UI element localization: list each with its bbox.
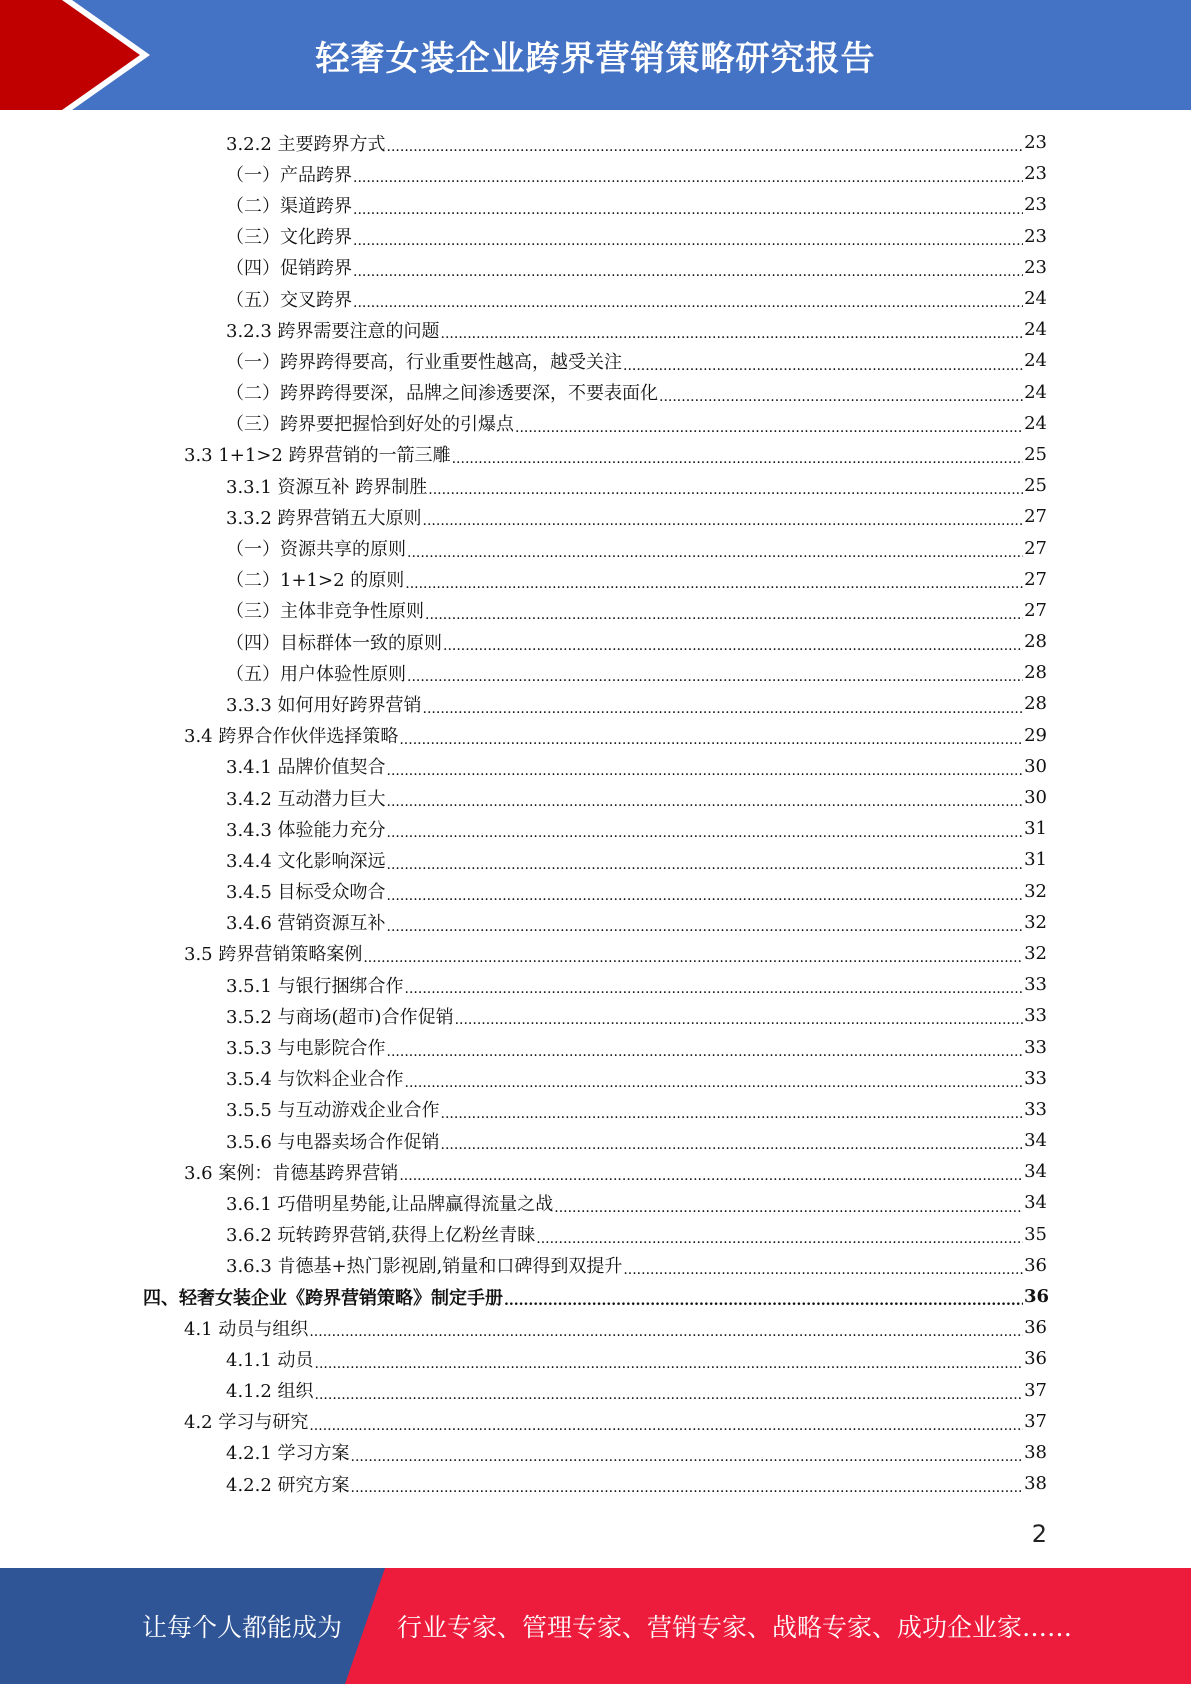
toc-dot-leader [425,604,1023,626]
toc-entry-page: 31 [1024,818,1047,840]
toc-dot-leader [387,916,1023,938]
toc-entry[interactable] [0,1375,1191,1406]
toc-entry-page: 24 [1024,350,1047,372]
toc-entry-page: 29 [1024,724,1047,746]
toc-dot-leader [353,199,1023,221]
toc-dot-leader [407,666,1023,688]
toc-entry-page: 32 [1024,942,1047,964]
toc-dot-leader [441,323,1023,345]
toc-entry[interactable] [0,1437,1191,1468]
toc-dot-leader [455,1009,1023,1031]
toc-entry-label: （一）产品跨界 [226,164,352,186]
toc-entry[interactable] [0,189,1191,220]
toc-entry-label: 4.1 动员与组织 [184,1318,309,1340]
toc-entry[interactable] [0,1281,1191,1312]
page-number: 2 [1031,1520,1047,1548]
toc-entry-page: 23 [1024,194,1047,216]
toc-entry-label: （五）交叉跨界 [226,289,352,311]
toc-dot-leader [353,167,1023,189]
toc-entry-label: （一）资源共享的原则 [226,539,406,561]
toc-entry-page: 35 [1024,1223,1047,1245]
toc-entry-page: 36 [1024,1348,1047,1370]
toc-dot-leader [351,1446,1023,1468]
toc-dot-leader [423,510,1023,532]
toc-entry-label: 4.2.2 研究方案 [226,1474,350,1496]
toc-entry-page: 25 [1024,443,1047,465]
footer-slogan-right: 行业专家、管理专家、营销专家、战略专家、成功企业家…… [397,1613,1073,1642]
toc-dot-leader [515,417,1023,439]
toc-entry[interactable] [0,439,1191,470]
toc-entry-label: 3.5.6 与电器卖场合作促销 [226,1131,440,1153]
toc-entry-label: 3.5.4 与饮料企业合作 [226,1069,404,1091]
toc-entry-page: 34 [1024,1130,1047,1152]
toc-entry-page: 24 [1024,288,1047,310]
toc-entry-label: 3.4.5 目标受众吻合 [226,882,386,904]
toc-entry-page: 33 [1024,1005,1047,1027]
toc-dot-leader [309,1321,1023,1343]
footer-slogan-left: 让每个人都能成为 [142,1613,343,1642]
toc-entry-label: 3.5.2 与商场(超市)合作促销 [226,1006,454,1028]
toc-entry[interactable] [0,470,1191,501]
toc-entry-label: 3.5 跨界营销策略案例 [184,944,363,966]
toc-entry[interactable] [0,1094,1191,1125]
header-chevron-decoration [0,0,150,110]
toc-dot-leader [443,635,1023,657]
toc-dot-leader [387,791,1023,813]
toc-entry[interactable] [0,158,1191,189]
toc-entry-label: 3.3.2 跨界营销五大原则 [226,507,422,529]
toc-entry[interactable] [0,1031,1191,1062]
toc-entry-page: 24 [1024,412,1047,434]
toc-dot-leader [623,1259,1023,1281]
toc-dot-leader [623,355,1023,377]
toc-entry-page: 37 [1024,1410,1047,1432]
toc-entry-page: 33 [1024,1067,1047,1089]
toc-entry[interactable] [0,720,1191,751]
document-title: 轻奢女装企业跨界营销策略研究报告 [315,38,876,79]
toc-entry-page: 36 [1024,1286,1050,1308]
toc-entry[interactable] [0,1468,1191,1499]
toc-entry-label: 4.2 学习与研究 [184,1412,309,1434]
toc-entry-page: 32 [1024,911,1047,933]
toc-entry[interactable] [0,377,1191,408]
toc-entry-label: 4.1.1 动员 [226,1349,314,1371]
toc-entry-page: 27 [1024,506,1047,528]
toc-entry[interactable] [0,1187,1191,1218]
toc-entry-label: 3.4.6 营销资源互补 [226,913,386,935]
toc-dot-leader [387,760,1023,782]
toc-dot-leader [351,1477,1023,1499]
toc-entry-page: 33 [1024,974,1047,996]
toc-entry-page: 36 [1024,1317,1047,1339]
toc-entry-page: 30 [1024,787,1047,809]
toc-entry[interactable] [0,1156,1191,1187]
toc-entry-label: 3.4.4 文化影响深远 [226,850,386,872]
toc-entry[interactable] [0,1406,1191,1437]
toc-dot-leader [405,573,1023,595]
toc-entry-label: （三）主体非竞争性原则 [226,601,424,623]
page-header [0,0,1191,110]
toc-dot-leader [315,1353,1023,1375]
toc-dot-leader [353,292,1023,314]
toc-entry-label: （三）文化跨界 [226,227,352,249]
toc-dot-leader [399,729,1023,751]
toc-entry-label: 3.5.1 与银行捆绑合作 [226,975,404,997]
toc-entry-page: 28 [1024,662,1047,684]
toc-dot-leader [405,978,1023,1000]
toc-entry-label: （一）跨界跨得要高，行业重要性越高，越受关注 [226,351,622,373]
toc-entry-label: 3.6.2 玩转跨界营销,获得上亿粉丝青睐 [226,1225,536,1247]
toc-dot-leader [554,1197,1023,1219]
toc-entry-label: 3.4.2 互动潜力巨大 [226,788,386,810]
toc-entry-page: 34 [1024,1192,1047,1214]
toc-entry-page: 28 [1024,631,1047,653]
toc-entry[interactable] [0,844,1191,875]
toc-dot-leader [309,1415,1023,1437]
toc-dot-leader [363,947,1023,969]
toc-entry[interactable] [0,751,1191,782]
toc-entry[interactable] [0,345,1191,376]
toc-entry-label: 3.4.3 体验能力充分 [226,819,386,841]
toc-entry[interactable] [0,813,1191,844]
toc-entry-label: （二）跨界跨得要深，品牌之间渗透要深，不要表面化 [226,383,658,405]
toc-entry[interactable] [0,221,1191,252]
toc-entry-page: 23 [1024,225,1047,247]
toc-entry-label: （五）用户体验性原则 [226,663,406,685]
toc-entry-label: 4.1.2 组织 [226,1381,314,1403]
toc-entry-label: 3.3.1 资源互补 跨界制胜 [226,476,428,498]
page-footer [0,1568,1191,1684]
toc-entry-label: 3.4.1 品牌价值契合 [226,757,386,779]
toc-dot-leader [353,261,1023,283]
toc-entry[interactable] [0,969,1191,1000]
toc-entry-label: 3.6 案例：肯德基跨界营销 [184,1162,399,1184]
toc-dot-leader [452,448,1023,470]
toc-entry-label: （二）渠道跨界 [226,195,352,217]
toc-entry[interactable] [0,408,1191,439]
toc-entry[interactable] [0,127,1191,158]
toc-dot-leader [536,1228,1023,1250]
toc-dot-leader [441,1103,1023,1125]
toc-dot-leader [504,1290,1023,1312]
toc-entry-label: 3.3.3 如何用好跨界营销 [226,694,422,716]
toc-entry[interactable] [0,1125,1191,1156]
toc-dot-leader [441,1134,1023,1156]
toc-dot-leader [387,1041,1023,1063]
toc-dot-leader [387,136,1023,158]
toc-dot-leader [315,1384,1023,1406]
toc-entry[interactable] [0,1219,1191,1250]
toc-dot-leader [387,885,1023,907]
toc-entry-page: 38 [1024,1441,1047,1463]
toc-entry-label: 四、轻奢女装企业《跨界营销策略》制定手册 [143,1287,503,1309]
toc-entry-page: 34 [1024,1161,1047,1183]
toc-entry[interactable] [0,595,1191,626]
toc-entry-label: （四）促销跨界 [226,258,352,280]
toc-entry[interactable] [0,283,1191,314]
toc-dot-leader [423,698,1023,720]
toc-entry[interactable] [0,532,1191,563]
toc-entry-page: 25 [1024,475,1047,497]
toc-entry-label: （四）目标群体一致的原则 [226,632,442,654]
toc-entry-page: 36 [1024,1254,1047,1276]
toc-entry[interactable] [0,1063,1191,1094]
toc-entry-page: 32 [1024,880,1047,902]
toc-entry-page: 24 [1024,381,1047,403]
toc-entry-page: 23 [1024,163,1047,185]
toc-entry-page: 33 [1024,1098,1047,1120]
toc-entry[interactable] [0,626,1191,657]
toc-dot-leader [387,854,1023,876]
toc-entry-label: （三）跨界要把握恰到好处的引爆点 [226,414,514,436]
toc-entry-label: 3.5.3 与电影院合作 [226,1038,386,1060]
toc-dot-leader [428,479,1023,501]
toc-dot-leader [387,822,1023,844]
toc-entry-page: 37 [1024,1379,1047,1401]
toc-entry[interactable] [0,938,1191,969]
toc-entry-label: 3.5.5 与互动游戏企业合作 [226,1100,440,1122]
toc-entry-label: 3.3 1+1>2 跨界营销的一箭三雕 [184,445,451,467]
toc-entry[interactable] [0,782,1191,813]
toc-entry[interactable] [0,876,1191,907]
toc-entry-page: 24 [1024,319,1047,341]
toc-entry[interactable] [0,907,1191,938]
toc-entry[interactable] [0,1250,1191,1281]
toc-entry[interactable] [0,314,1191,345]
toc-dot-leader [407,542,1023,564]
toc-entry-page: 27 [1024,599,1047,621]
toc-entry-label: 4.2.1 学习方案 [226,1443,350,1465]
toc-entry-page: 33 [1024,1036,1047,1058]
toc-dot-leader [353,230,1023,252]
toc-entry[interactable] [0,1343,1191,1374]
toc-entry-label: 3.6.1 巧借明星势能,让品牌赢得流量之战 [226,1193,554,1215]
table-of-contents [0,127,1191,1499]
toc-dot-leader [405,1072,1023,1094]
toc-entry-label: （二）1+1>2 的原则 [226,570,405,592]
toc-entry[interactable] [0,1312,1191,1343]
toc-entry-page: 31 [1024,849,1047,871]
toc-entry[interactable] [0,1000,1191,1031]
toc-entry-page: 27 [1024,568,1047,590]
toc-entry-label: 3.2.3 跨界需要注意的问题 [226,320,440,342]
toc-entry-page: 30 [1024,755,1047,777]
toc-entry-page: 23 [1024,256,1047,278]
toc-entry-label: 3.6.3 肯德基+热门影视剧,销量和口碑得到双提升 [226,1256,623,1278]
toc-entry[interactable] [0,657,1191,688]
toc-dot-leader [659,386,1023,408]
toc-entry[interactable] [0,688,1191,719]
toc-entry[interactable] [0,252,1191,283]
toc-entry-page: 28 [1024,693,1047,715]
toc-entry-label: 3.2.2 主要跨界方式 [226,133,386,155]
toc-entry-page: 23 [1024,132,1047,154]
toc-entry[interactable] [0,501,1191,532]
toc-entry-page: 38 [1024,1473,1047,1495]
toc-entry-page: 27 [1024,537,1047,559]
toc-entry-label: 3.4 跨界合作伙伴选择策略 [184,726,399,748]
toc-dot-leader [399,1165,1023,1187]
toc-entry[interactable] [0,564,1191,595]
